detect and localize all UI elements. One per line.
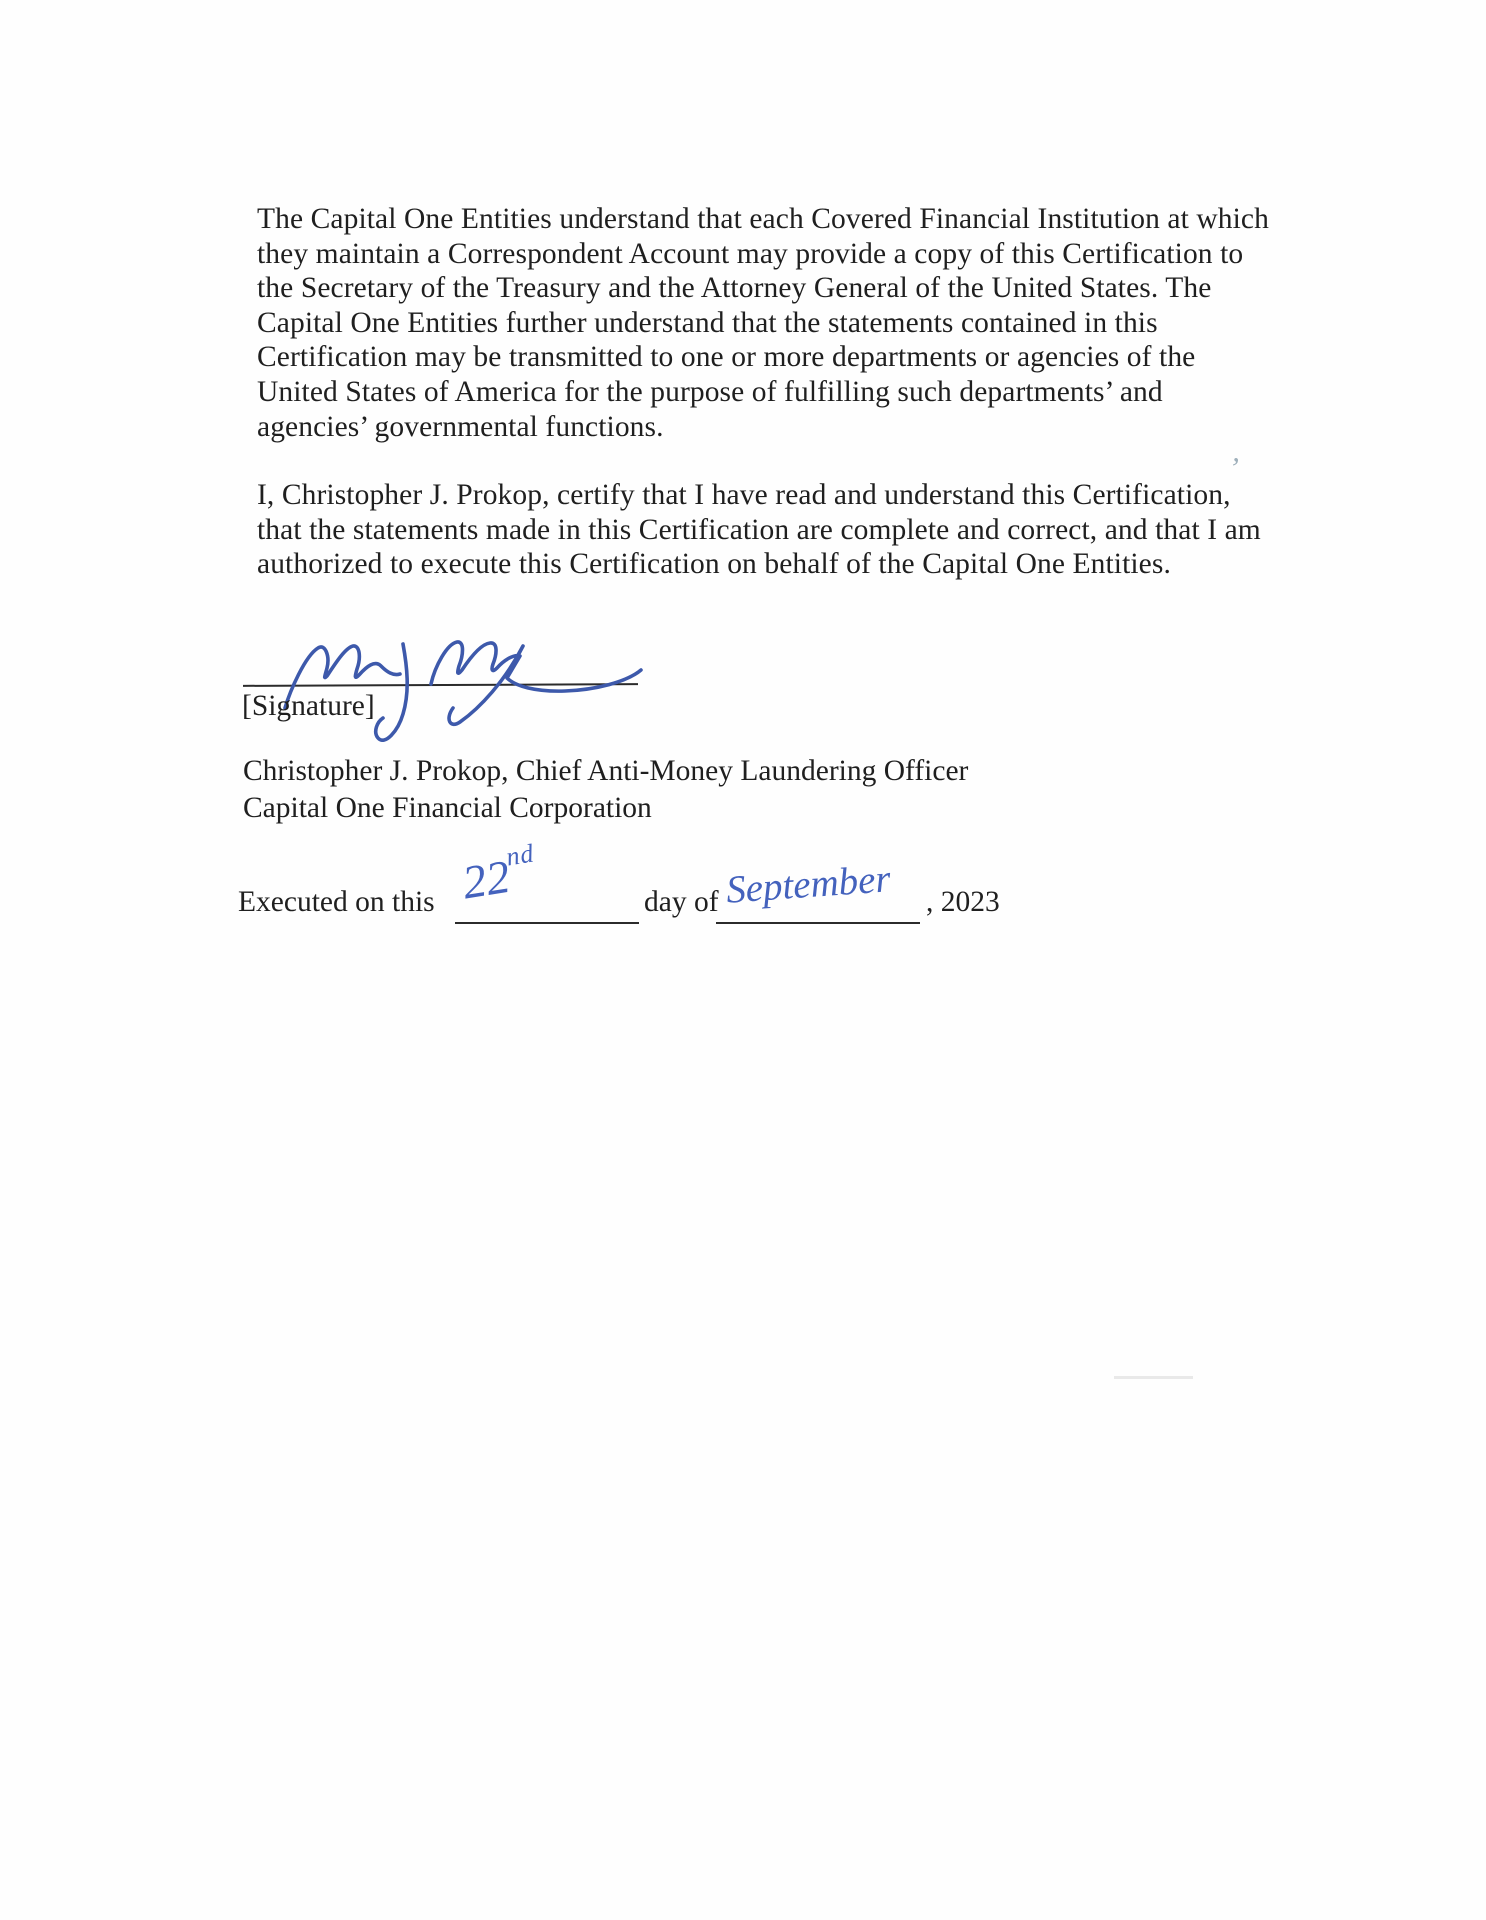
execution-prefix: Executed on this — [238, 886, 435, 918]
paragraph-line: United States of America for the purpose of fulfilling such departments’ and — [257, 375, 1163, 408]
scan-artifact-line — [1114, 1376, 1193, 1379]
signer-name-title: Christopher J. Prokop, Chief Anti-Money Laundering Officer — [243, 755, 969, 787]
paragraph-line: Capital One Entities further understand that the statements contained in this — [257, 306, 1158, 339]
paragraph-line: The Capital One Entities understand that each Covered Financial Institution at which — [257, 203, 1269, 235]
certification-paragraph — [257, 202, 1269, 444]
handwritten-day — [458, 839, 542, 911]
scan-artifact-mark: ’ — [1228, 451, 1242, 486]
paragraph-line: Certification may be transmitted to one or more departments or agencies of the — [257, 341, 1196, 374]
paragraph-line: authorized to execute this Certification on behalf of the Capital One Entities. — [257, 548, 1171, 581]
paragraph-line: the Secretary of the Treasury and the Attorney General of the United States. The — [257, 272, 1212, 305]
attestation-paragraph — [257, 478, 1261, 582]
handwritten-month: September — [724, 857, 892, 912]
signer-block — [243, 753, 968, 827]
paragraph-line: they maintain a Correspondent Account may provide a copy of this Certification to — [257, 237, 1244, 270]
signature-label: [Signature] — [242, 690, 375, 722]
day-blank-line — [455, 922, 639, 924]
signature-line — [243, 683, 638, 687]
execution-date-line — [0, 838, 1486, 968]
handwritten-day-ordinal: nd — [504, 838, 537, 872]
paragraph-line: agencies’ governmental functions. — [257, 410, 664, 443]
paragraph-line: that the statements made in this Certification are complete and correct, and that I am — [257, 513, 1261, 546]
signer-organization: Capital One Financial Corporation — [243, 792, 652, 824]
paragraph-line: I, Christopher J. Prokop, certify that I have read and understand this Certification, — [257, 479, 1231, 511]
handwritten-day-value: 22 — [458, 850, 514, 910]
execution-suffix: , 2023 — [926, 886, 1000, 918]
signature-ink — [235, 596, 665, 764]
execution-middle: day of — [644, 886, 719, 918]
month-blank-line — [716, 922, 920, 924]
